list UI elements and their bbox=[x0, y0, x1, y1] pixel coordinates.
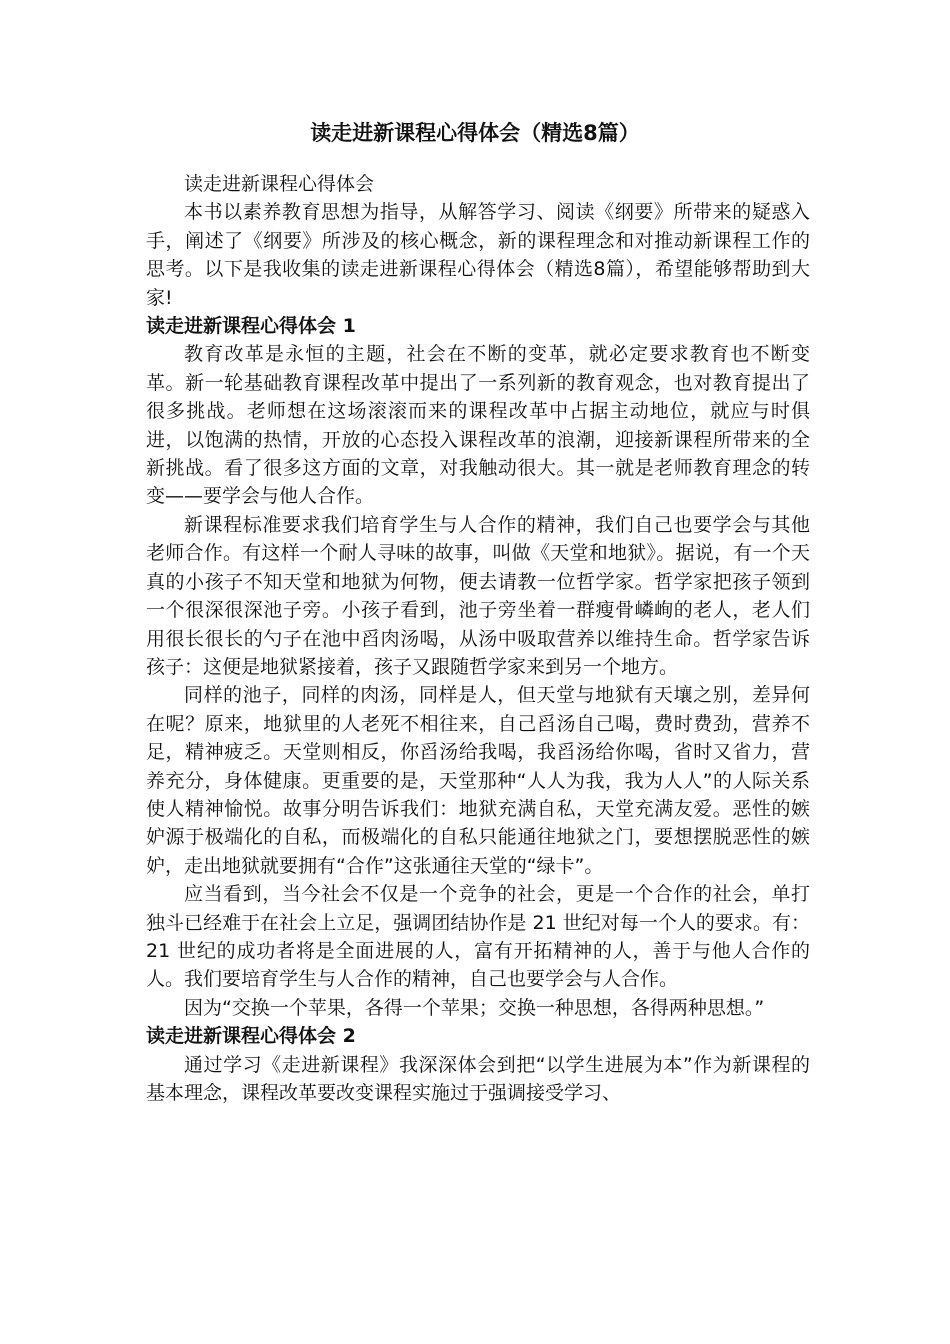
intro-subtitle: 读走进新课程心得体会 bbox=[184, 173, 375, 195]
section2-paragraph-1: 通过学习《走进新课程》我深深体会到把“以学生进展为本”作为新课程的基本理念，课程改革要改变课程实施过于强调接受学习、 bbox=[146, 1053, 810, 1104]
section1-paragraph-4: 应当看到，当今社会不仅是一个竞争的社会，更是一个合作的社会，单打独斗已经难于在社会上立足，强调团结协作是 21 世纪对每一个人的要求。有：21 世纪的成功者将是全面进展的人，富有开拓精神的人，善于与他人合作的人。我们要培育学生与人合作的精神，自己也要学会与人合作。 bbox=[146, 883, 810, 991]
intro-paragraph: 本书以素养教育思想为指导，从解答学习、阅读《纲要》所带来的疑惑入手，阐述了《纲要》所涉及的核心概念，新的课程理念和对推动新课程工作的思考。以下是我收集的读走进新课程心得体会（精选8篇），希望能够帮助到大家! bbox=[146, 201, 810, 309]
section-heading-2: 读走进新课程心得体会 2 bbox=[146, 1025, 356, 1048]
section1-paragraph-3: 同样的池子，同样的肉汤，同样是人，但天堂与地狱有天壤之别，差异何在呢？原来，地狱里的人老死不相往来，自己舀汤自己喝，费时费劲，营养不足，精神疲乏。天堂则相反，你舀汤给我喝，我舀汤给你喝，省时又省力，营养充分，身体健康。更重要的是，天堂那种“人人为我，我为人人”的人际关系使人精神愉悦。故事分明告诉我们：地狱充满自私，天堂充满友爱。恶性的嫉妒源于极端化的自私，而极端化的自私只能通往地狱之门，要想摆脱恶性的嫉妒，走出地狱就要拥有“合作”这张通往天堂的“绿卡”。 bbox=[146, 684, 810, 877]
section1-paragraph-5: 因为“交换一个苹果，各得一个苹果；交换一种思想，各得两种思想。” bbox=[184, 996, 765, 1019]
document-title: 读走进新课程心得体会（精选8篇） bbox=[310, 121, 640, 145]
document-body bbox=[146, 170, 810, 1107]
section1-paragraph-1: 教育改革是永恒的主题，社会在不断的变革，就必定要求教育也不断变革。新一轮基础教育课程改革中提出了一系列新的教育观念，也对教育提出了很多挑战。老师想在这场滚滚而来的课程改革中占据主动地位，就应与时俱进，以饱满的热情，开放的心态投入课程改革的浪潮，迎接新课程所带来的全新挑战。看了很多这方面的文章，对我触动很大。其一就是老师教育理念的转变——要学会与他人合作。 bbox=[146, 343, 810, 508]
section1-paragraph-2: 新课程标准要求我们培育学生与人合作的精神，我们自己也要学会与其他老师合作。有这样一个耐人寻味的故事，叫做《天堂和地狱》。据说，有一个天真的小孩子不知天堂和地狱为何物，便去请教一位哲学家。哲学家把孩子领到一个很深很深池子旁。小孩子看到，池子旁坐着一群瘦骨嶙峋的老人，老人们用很长很长的勺子在池中舀肉汤喝，从汤中吸取营养以维持生命。哲学家告诉孩子：这便是地狱紧接着，孩子又跟随哲学家来到另一个地方。 bbox=[146, 513, 810, 678]
section-heading-1: 读走进新课程心得体会 1 bbox=[146, 315, 356, 338]
